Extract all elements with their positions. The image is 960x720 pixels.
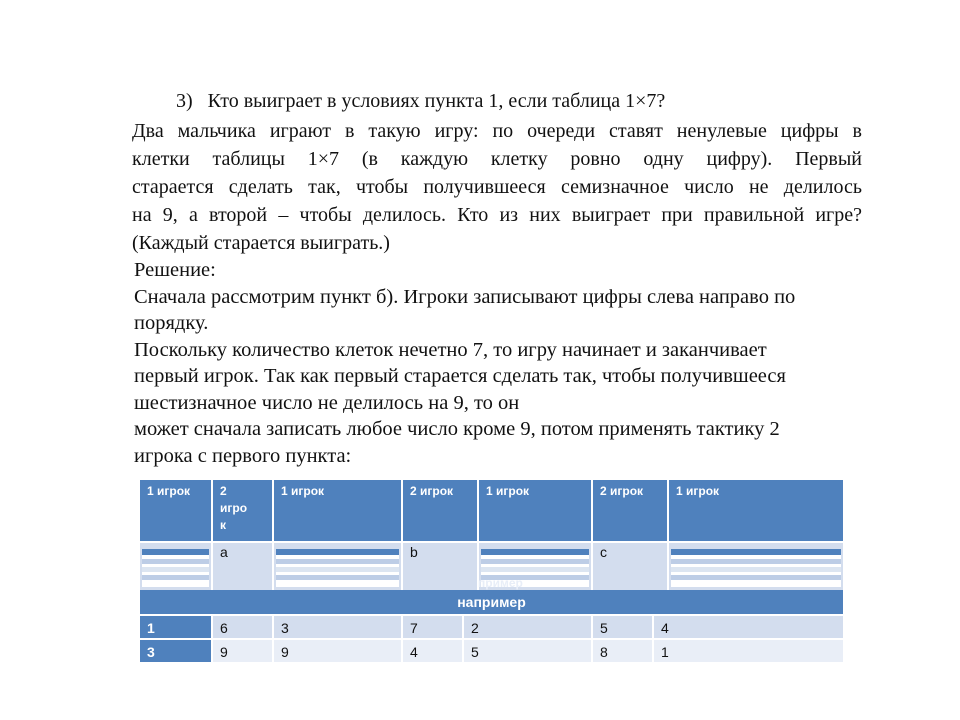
problem-line: Два мальчика играют в такую игру: по очереди ставят ненулевые цифры в [132,120,862,142]
problem-statement [132,117,862,257]
row2-cell: 3 [140,638,213,662]
row2-cell: 4 [403,638,464,662]
thumbnail-cell [274,541,403,592]
row2-cell: 9 [213,638,274,662]
header-cell-7: 1 игрок [669,480,843,541]
row1-cell: 6 [213,614,274,638]
solution-text [134,257,864,469]
header-cell-2-text: 2 игро к [220,484,248,532]
row1-cell: 2 [464,614,593,638]
solution-line: Сначала рассмотрим пункт б). Игроки записывают цифры слева направо по [134,285,796,308]
problem-line: (Каждый старается выиграть.) [132,232,390,254]
strategy-table [140,480,843,663]
solution-line: игрока с первого пункта: [134,444,352,467]
header-cell-6: 2 игрок [593,480,669,541]
row2-cell: 5 [464,638,593,662]
problem-line: клетки таблицы 1×7 (в каждую клетку ровно одну цифру). Первый [132,148,862,170]
thumbnail-cell [669,541,843,592]
solution-line: Поскольку количество клеток нечетно 7, то игру начинает и заканчивает [134,338,767,361]
solution-line: Решение: [134,259,216,281]
header-cell-1: 1 игрок [140,480,213,541]
row1-cell: 7 [403,614,464,638]
row1-cell: 3 [274,614,403,638]
row1-cell: 4 [654,614,843,638]
letter-cell-a: a [213,541,274,592]
ghost-label: пример [478,576,523,590]
header-cell-3: 1 игрок [274,480,403,541]
header-cell-5: 1 игрок [479,480,593,541]
solution-line: шестизначное число не делилось на 9, то он [134,391,520,414]
row1-cell: 1 [140,614,213,638]
header-cell-2 [213,480,274,541]
row1-cell: 5 [593,614,654,638]
example-band: например [140,590,843,614]
table-thumbnail [276,549,399,587]
solution-line: порядку. [134,312,209,334]
problem-line: старается сделать так, чтобы получившееся семизначное число не делилось [132,176,862,198]
row2-cell: 9 [274,638,403,662]
letter-cell-b: b [403,541,479,592]
table-thumbnail [142,549,209,587]
row2-cell: 8 [593,638,654,662]
letter-cell-c: c [593,541,669,592]
table-thumbnail [671,549,841,587]
row2-cell: 1 [654,638,843,662]
problem-line: на 9, а второй – чтобы делилось. Кто из них выиграет при правильной игре? [132,204,862,226]
solution-line: может сначала записать любое число кроме 9, потом применять тактику 2 [134,418,780,440]
header-cell-4: 2 игрок [403,480,479,541]
solution-line: первый игрок. Так как первый старается сделать так, чтобы получившееся [134,365,786,387]
question-3: 3) Кто выиграет в условиях пункта 1, если таблица 1×7? [176,90,666,112]
thumbnail-cell [140,541,213,592]
